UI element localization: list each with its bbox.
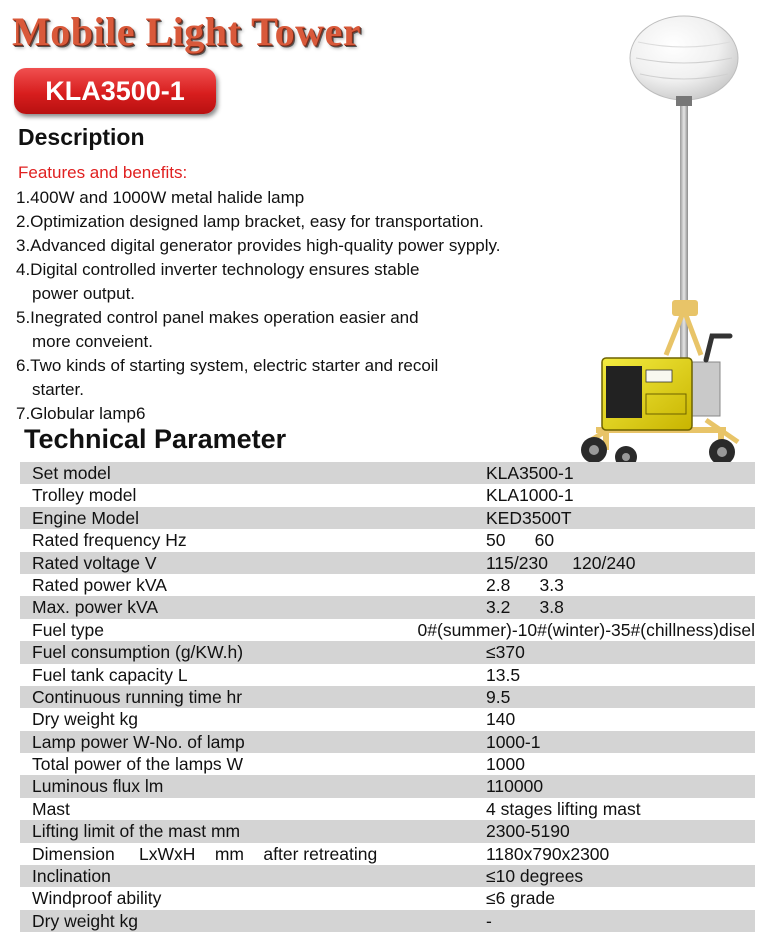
parameter-label: Windproof ability	[32, 888, 162, 909]
parameter-value: 3.2 3.8	[486, 597, 564, 618]
parameter-label: Luminous flux lm	[32, 776, 164, 797]
parameter-value: 4 stages lifting mast	[486, 798, 641, 819]
parameter-label: Mast	[32, 798, 70, 819]
control-box	[688, 362, 720, 416]
parameter-value: 1000	[486, 754, 525, 775]
parameter-value: 1000-1	[486, 731, 541, 752]
technical-heading: Technical Parameter	[24, 424, 287, 454]
feature-text: 7.Globular lamp6	[16, 404, 146, 423]
trolley-frame	[596, 430, 726, 450]
feature-item	[16, 210, 576, 234]
feature-item	[16, 306, 576, 354]
page-title: Mobile Light Tower	[12, 9, 362, 54]
parameter-label: Lifting limit of the mast mm	[32, 821, 241, 842]
parameter-label: Engine Model	[32, 507, 140, 528]
parameter-row	[20, 641, 755, 663]
feature-item	[16, 402, 576, 426]
parameter-row	[20, 596, 755, 618]
parameter-label: Dry weight kg	[32, 709, 139, 730]
feature-item	[16, 234, 576, 258]
parameter-label: Continuous running time hr	[32, 686, 243, 707]
parameter-value: 140	[486, 709, 516, 730]
parameter-row	[20, 619, 755, 641]
parameter-value: 13.5	[486, 664, 521, 685]
parameter-label: Fuel type	[32, 619, 104, 640]
parameter-label: Fuel tank capacity L	[32, 664, 188, 685]
parameter-label: Rated power kVA	[32, 574, 167, 595]
parameter-value: ≤370	[486, 642, 525, 663]
parameter-row	[20, 775, 755, 797]
generator-panel	[606, 366, 642, 418]
parameter-row	[20, 820, 755, 842]
parameter-row	[20, 507, 755, 529]
feature-item	[16, 186, 576, 210]
parameter-value: 9.5	[486, 686, 511, 707]
feature-text: 5.Inegrated control panel makes operation easier and	[16, 308, 419, 327]
parameter-row	[20, 552, 755, 574]
parameter-value: 115/230 120/240	[486, 552, 636, 573]
parameter-label: Set model	[32, 463, 111, 483]
parameter-label: Fuel consumption (g/KW.h)	[32, 642, 244, 663]
parameter-value: KED3500T	[486, 507, 572, 528]
features-list	[16, 186, 576, 426]
mast	[680, 90, 688, 390]
feature-text-continued: more conveient.	[32, 332, 153, 351]
parameter-row	[20, 865, 755, 887]
feature-item	[16, 258, 576, 306]
parameter-value: 50 60	[486, 530, 555, 551]
parameter-label: Dry weight kg	[32, 910, 139, 931]
feature-text: 6.Two kinds of starting system, electric starter and recoil	[16, 356, 439, 375]
parameter-value: KLA1000-1	[486, 485, 574, 506]
parameter-row	[20, 843, 755, 865]
feature-text: 4.Digital controlled inverter technology ensures stable	[16, 260, 420, 279]
parameter-label: Lamp power W-No. of lamp	[32, 731, 245, 752]
parameter-label: Total power of the lamps W	[32, 754, 244, 775]
parameter-row	[20, 686, 755, 708]
features-heading: Features and benefits:	[18, 163, 188, 182]
parameter-row	[20, 708, 755, 730]
feature-item	[16, 354, 576, 402]
parameter-row	[20, 798, 755, 820]
parameter-table	[20, 462, 755, 932]
feature-text: 2.Optimization designed lamp bracket, easy for transportation.	[16, 212, 484, 231]
parameter-row	[20, 731, 755, 753]
parameter-label: Rated voltage V	[32, 552, 157, 573]
parameter-row	[20, 484, 755, 506]
parameter-value: 1180x790x2300	[486, 843, 610, 864]
feature-text-continued: starter.	[32, 380, 84, 399]
parameter-label: Rated frequency Hz	[32, 530, 187, 551]
parameter-row	[20, 664, 755, 686]
parameter-value: 0#(summer)-10#(winter)-35#(chillness)disel	[417, 619, 755, 640]
feature-text: 3.Advanced digital generator provides high-quality power sypply.	[16, 236, 501, 255]
parameter-row	[20, 574, 755, 596]
parameter-value: 2300-5190	[486, 821, 570, 842]
handle	[706, 336, 730, 360]
parameter-label: Max. power kVA	[32, 597, 159, 618]
parameter-value: 2.8 3.3	[486, 574, 564, 595]
balloon-lamp	[630, 16, 738, 100]
parameter-row	[20, 462, 755, 484]
parameter-value: ≤10 degrees	[486, 866, 584, 887]
parameter-row	[20, 910, 755, 932]
description-heading: Description	[18, 124, 145, 150]
parameter-value: 110000	[486, 776, 544, 797]
model-badge: KLA3500-1	[14, 68, 216, 114]
parameter-label: Dimension LxWxH mm after retreating	[32, 843, 378, 864]
product-image	[576, 10, 756, 470]
parameter-value: KLA3500-1	[486, 463, 574, 483]
parameter-value: ≤6 grade	[486, 888, 555, 909]
parameter-row	[20, 529, 755, 551]
parameter-row	[20, 753, 755, 775]
light-tower-illustration	[576, 10, 756, 470]
parameter-row	[20, 887, 755, 909]
parameter-label: Inclination	[32, 866, 111, 887]
feature-text-continued: power output.	[32, 284, 136, 303]
parameter-value: -	[486, 910, 492, 931]
parameter-label: Trolley model	[32, 485, 137, 506]
feature-text: 1.400W and 1000W metal halide lamp	[16, 188, 305, 207]
